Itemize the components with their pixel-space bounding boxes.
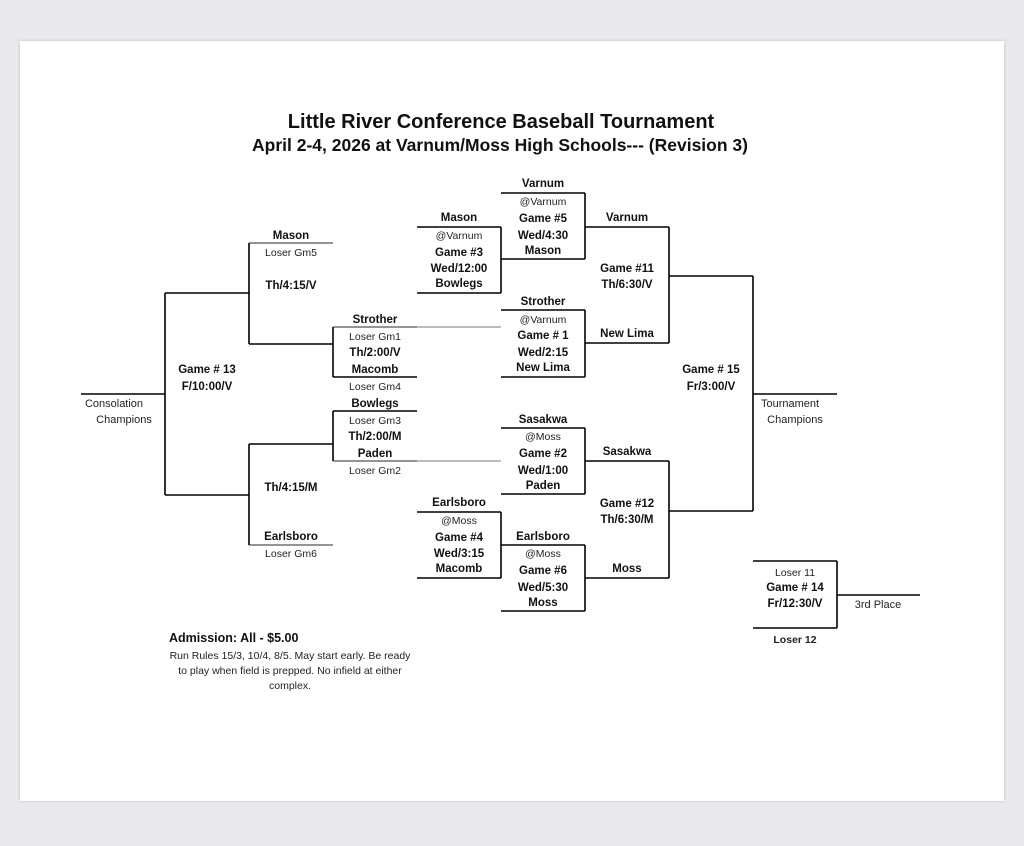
g11-team-bottom: New Lima	[600, 328, 654, 340]
g14-loser-top: Loser 11	[774, 567, 816, 579]
g15-time: Fr/3:00/V	[686, 381, 736, 393]
cons-c-time: Th/4:15/V	[265, 280, 317, 292]
cons-a-top-note: Loser Gm1	[349, 331, 401, 343]
run-rules-text: Run Rules 15/3, 10/4, 8/5. May start early. Be ready to play when field is prepped. No infield at either complex.	[169, 650, 411, 692]
g11-time: Th/6:30/V	[601, 279, 653, 291]
g5-game: Game #5	[519, 213, 567, 225]
bracket-sheet	[20, 41, 1004, 801]
g2-game: Game #2	[519, 448, 567, 460]
g6-time: Wed/5:30	[517, 582, 569, 594]
g13-time: F/10:00/V	[181, 381, 233, 393]
g3-game: Game #3	[435, 247, 483, 259]
g14-game: Game # 14	[766, 582, 824, 594]
g4-team-bottom: Macomb	[435, 563, 483, 575]
g2-site: @Moss	[525, 431, 561, 443]
g3-time: Wed/12:00	[430, 263, 488, 275]
g6-team-top: Earlsboro	[516, 531, 570, 543]
tournament-champions-line1: Tournament	[760, 398, 820, 410]
g1-team-bottom: New Lima	[516, 362, 570, 374]
g14-time: Fr/12:30/V	[767, 598, 823, 610]
g3-team-top: Mason	[440, 212, 478, 224]
g11-game: Game #11	[600, 263, 654, 275]
g5-site: @Varnum	[519, 196, 567, 208]
g2-time: Wed/1:00	[517, 465, 569, 477]
g1-time: Wed/2:15	[517, 347, 569, 359]
g12-team-top: Sasakwa	[602, 446, 652, 458]
g4-site: @Moss	[441, 515, 477, 527]
cons-b-top-note: Loser Gm3	[349, 415, 401, 427]
cons-a-team-bottom: Macomb	[351, 364, 399, 376]
g14-loser-bottom: Loser 12	[773, 634, 817, 646]
cons-c-team-top: Mason	[272, 230, 310, 242]
cons-b-team-bottom: Paden	[357, 448, 393, 460]
admission-text: Admission: All - $5.00	[169, 631, 299, 645]
tournament-champions-line2: Champions	[767, 414, 823, 426]
g11-team-top: Varnum	[605, 212, 649, 224]
third-place-label: 3rd Place	[854, 599, 902, 611]
g1-site: @Varnum	[519, 314, 567, 326]
consolation-champions-line1: Consolation	[84, 398, 144, 410]
cons-a-bottom-note: Loser Gm4	[349, 381, 401, 393]
g12-team-bottom: Moss	[612, 563, 642, 575]
g5-team-bottom: Mason	[524, 245, 562, 257]
g3-site: @Varnum	[435, 230, 483, 242]
g6-site: @Moss	[525, 548, 561, 560]
g4-team-top: Earlsboro	[432, 497, 486, 509]
g6-game: Game #6	[519, 565, 567, 577]
g13-game: Game # 13	[178, 364, 236, 376]
g6-team-bottom: Moss	[528, 597, 558, 609]
g4-time: Wed/3:15	[433, 548, 485, 560]
cons-c-top-note: Loser Gm5	[265, 247, 317, 259]
cons-d-time: Th/4:15/M	[264, 482, 318, 494]
g12-game: Game #12	[599, 498, 655, 510]
g5-team-top: Varnum	[521, 178, 565, 190]
cons-a-team-top: Strother	[352, 314, 398, 326]
g12-time: Th/6:30/M	[600, 514, 654, 526]
cons-b-team-top: Bowlegs	[351, 398, 399, 410]
g4-game: Game #4	[435, 532, 483, 544]
cons-a-time: Th/2:00/V	[349, 347, 401, 359]
g2-team-top: Sasakwa	[518, 414, 568, 426]
cons-b-bottom-note: Loser Gm2	[349, 465, 401, 477]
cons-d-team-bottom: Earlsboro	[264, 531, 318, 543]
cons-d-bottom-note: Loser Gm6	[265, 548, 317, 560]
consolation-champions-line2: Champions	[96, 414, 152, 426]
page-subtitle: April 2-4, 2026 at Varnum/Moss High Schools--- (Revision 3)	[252, 135, 748, 155]
g1-team-top: Strother	[520, 296, 566, 308]
page-title: Little River Conference Baseball Tournament	[287, 111, 715, 133]
g2-team-bottom: Paden	[525, 480, 561, 492]
cons-b-time: Th/2:00/M	[348, 431, 402, 443]
g1-game: Game # 1	[517, 330, 569, 342]
g15-game: Game # 15	[682, 364, 740, 376]
g5-time: Wed/4:30	[517, 230, 569, 242]
g3-team-bottom: Bowlegs	[435, 278, 483, 290]
